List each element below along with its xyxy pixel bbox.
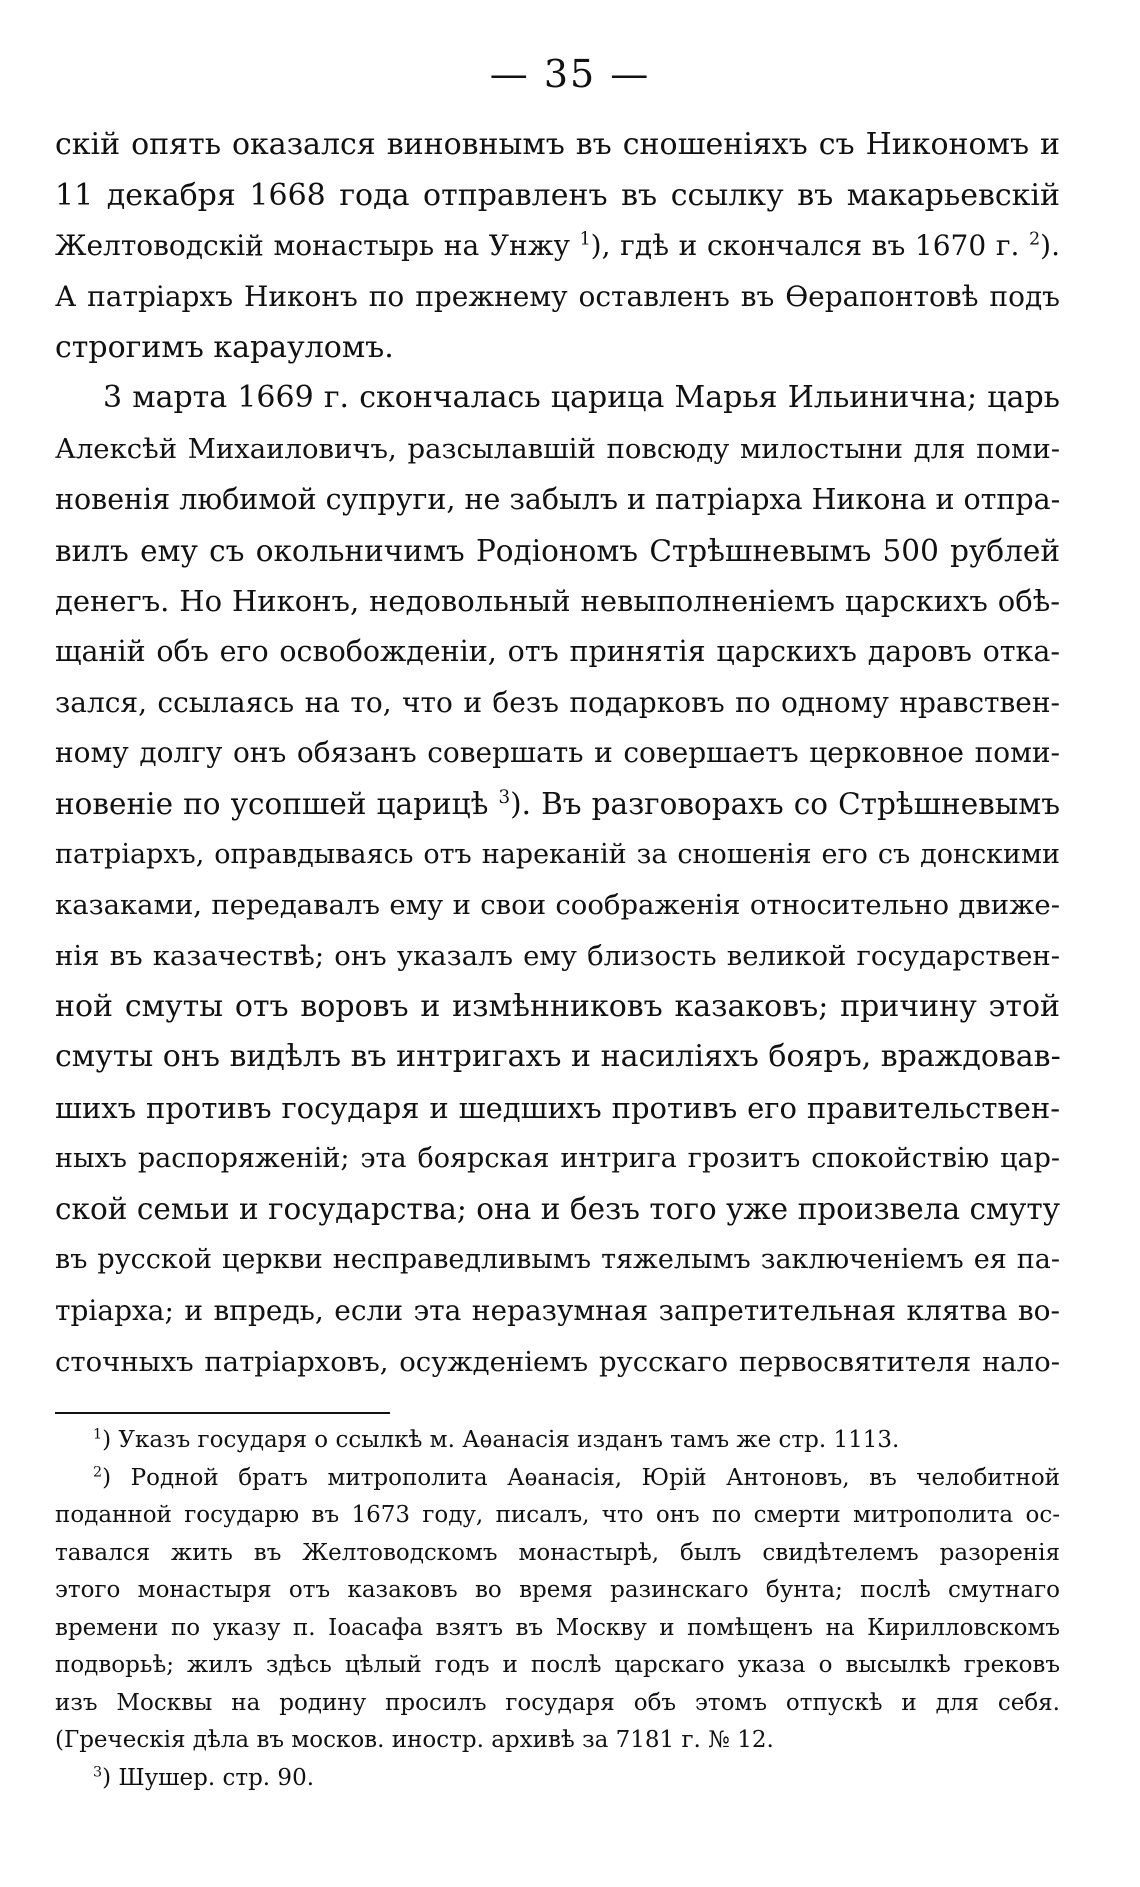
text-line: патріархъ, оправдываясь отъ нареканій за сношенія его съ донскими xyxy=(55,838,1060,870)
text-line: зался, ссылаясь на то, что и безъ подарковъ по одному нравствен- xyxy=(55,685,1060,719)
text-line: тріарха; и впредь, если эта неразумная запретительная клятва во- xyxy=(55,1293,1060,1327)
footnote-line: (Греческія дѣла въ москов. иностр. архивѣ за 7181 г. № 12. xyxy=(55,1727,774,1753)
text-line: въ русской церкви несправедливымъ тяжелымъ заключеніемъ ея па- xyxy=(55,1244,1060,1276)
footnotes xyxy=(55,1422,1060,1797)
footnote-text: ) Родной братъ митрополита Аѳанасія, Юрій Антоновъ, въ челобитной xyxy=(102,1464,1060,1491)
text-line: 3 марта 1669 г. скончалась царица Марья Ильинична; царь xyxy=(103,380,1060,416)
text-segment: Желтоводскій монастырь на Унжу xyxy=(55,229,570,263)
text-line: сточныхъ патріарховъ, осужденіемъ русскаго первосвятителя нало- xyxy=(55,1345,1060,1378)
text-line: ному долгу онъ обязанъ совершать и совершаетъ церковное поми- xyxy=(55,736,1060,770)
text-line-with-footnote xyxy=(55,779,1060,830)
text-line: смуты онъ видѣлъ въ интригахъ и насиліяхъ бояръ, враждовав- xyxy=(55,1039,1061,1075)
footnote-mark-3: 3 xyxy=(498,787,511,809)
paragraph-2 xyxy=(55,373,1060,1387)
footnote-line xyxy=(55,1422,1060,1460)
footnote-number-3: 3 xyxy=(93,1763,103,1780)
text-segment: ), гдѣ и скончался въ 1670 г. xyxy=(590,229,1020,263)
text-segment: ). xyxy=(1040,229,1060,263)
footnote-line: изъ Москвы на родину просилъ государя объ этомъ отпускѣ и для себя. xyxy=(55,1689,1060,1716)
text-line: ныхъ распоряженій; эта боярская интрига грозитъ спокойствію цар- xyxy=(55,1142,1060,1174)
footnote-number-2: 2 xyxy=(93,1463,103,1480)
text-line: ской семьи и государства; она и безъ того уже произвела смуту xyxy=(55,1192,1060,1227)
text-line: денегъ. Но Никонъ, недовольный невыполненіемъ царскихъ обѣ- xyxy=(55,584,1060,619)
footnote-text: ) Указъ государя о ссылкѣ м. Аѳанасія изданъ тамъ же стр. 1113. xyxy=(102,1427,900,1453)
footnote-line: времени по указу п. Іоасафа взятъ въ Москву и помѣщенъ на Кирилловскомъ xyxy=(55,1614,1060,1641)
text-line: 11 декабря 1668 года отправленъ въ ссылку въ макарьевскій xyxy=(55,177,1060,213)
text-line: строгимъ карауломъ. xyxy=(55,329,394,365)
footnote-1 xyxy=(55,1422,1060,1460)
footnote-line xyxy=(55,1760,1060,1798)
footnote-mark-2: 2 xyxy=(1029,230,1041,251)
text-line: вилъ ему съ окольничимъ Родіономъ Стрѣшневымъ 500 рублей xyxy=(55,533,1060,568)
text-line: Алексѣй Михаиловичъ, разсылавшій повсюду милостыни для поми- xyxy=(55,433,1060,466)
footnote-line: поданной государю въ 1673 году, писалъ, что онъ по смерти митрополита ос- xyxy=(55,1502,1060,1528)
footnote-line: тавался жить въ Желтоводскомъ монастырѣ, былъ свидѣтелемъ разоренія xyxy=(55,1539,1060,1566)
text-line: казаками, передавалъ ему и свои соображенія относительно движе- xyxy=(55,889,1060,922)
footnote-mark-1: 1 xyxy=(579,230,591,251)
text-line: щаній объ его освобожденіи, отъ принятія царскихъ даровъ отка- xyxy=(55,634,1060,668)
text-line-with-footnotes xyxy=(55,221,1060,272)
footnote-line: подворьѣ; жилъ здѣсь цѣлый годъ и послѣ царскаго указа о высылкѣ грековъ xyxy=(55,1652,1060,1678)
text-line: новенія любимой супруги, не забылъ и патріарха Никона и отпра- xyxy=(55,482,1061,516)
footnote-text: ) Шушер. стр. 90. xyxy=(102,1764,315,1791)
text-segment: ). Въ разговорахъ со Стрѣшневымъ xyxy=(510,786,1060,821)
text-line: А патріархъ Никонъ по прежнему оставленъ въ Ѳерапонтовѣ подъ xyxy=(55,280,1060,314)
footnote-line: этого монастыря отъ казаковъ во время разинскаго бунта; послѣ смутнаго xyxy=(55,1577,1060,1603)
text-line: ной смуты отъ воровъ и измѣнниковъ казаковъ; причину этой xyxy=(55,988,1060,1024)
footnote-line xyxy=(55,1460,1060,1498)
paragraph-1 xyxy=(55,120,1060,373)
footnote-3 xyxy=(55,1760,1060,1798)
footnote-divider xyxy=(55,1412,390,1414)
page-number: — 35 — xyxy=(489,52,651,96)
footnote-2 xyxy=(55,1460,1060,1760)
text-line: нія въ казачествѣ; онъ указалъ ему близость великой государствен- xyxy=(55,940,1060,972)
text-segment: новеніе по усопшей царицѣ xyxy=(55,786,489,821)
text-line: шихъ противъ государя и шедшихъ противъ его правительствен- xyxy=(55,1091,1060,1126)
text-line: скій опять оказался виновнымъ въ сношеніяхъ съ Никономъ и xyxy=(55,127,1060,162)
main-text xyxy=(55,120,1060,1387)
footnote-number-1: 1 xyxy=(93,1426,103,1443)
